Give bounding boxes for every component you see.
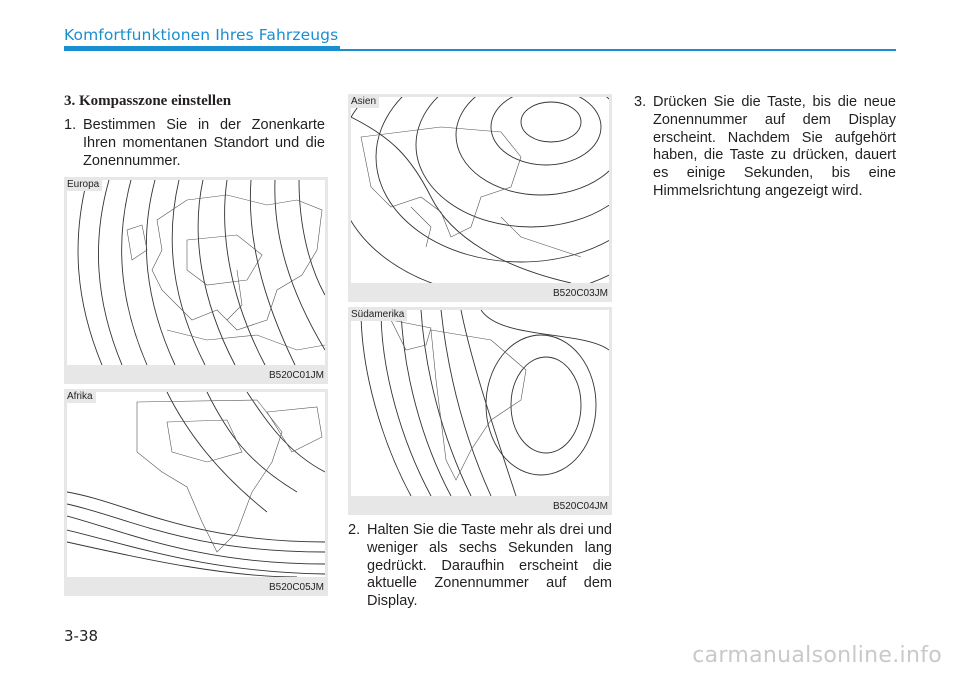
map-region-label: Asien <box>350 96 379 108</box>
africa-isolines <box>67 392 325 577</box>
europe-zone-map <box>64 177 328 384</box>
step-2 <box>348 522 612 611</box>
step-number: 1. <box>64 117 77 133</box>
asia-zone-map <box>348 94 612 302</box>
south-america-zone-map <box>348 307 612 515</box>
map-region-label: Südamerika <box>350 309 407 321</box>
section-heading: 3. Kompasszone einstellen <box>64 93 232 109</box>
page-number: 3-38 <box>64 627 99 645</box>
step-text: Halten Sie die Taste mehr als drei und weniger als sechs Sekunden lang gedrückt. Daraufhin erscheint die aktuelle Zonennummer auf dem Display. <box>367 522 612 610</box>
africa-zone-map <box>64 389 328 596</box>
map-image <box>351 310 609 496</box>
figure-code: B520C04JM <box>552 501 608 512</box>
step-1 <box>64 117 325 170</box>
figure-code: B520C05JM <box>268 582 324 593</box>
header-rule <box>340 49 896 51</box>
europe-isolines <box>67 180 325 365</box>
step-text: Bestimmen Sie in der Zonenkarte Ihren momentanen Standort und die Zonennummer. <box>83 117 325 169</box>
step-text: Drücken Sie die Taste, bis die neue Zonennummer auf dem Display erscheint. Nachdem Sie aufgehört haben, die Taste zu drücken, dauert es einige Sekunden, bis eine Himmelsrichtung angezeigt wird. <box>653 94 896 199</box>
figure-code: B520C03JM <box>552 288 608 299</box>
watermark: carmanualsonline.info <box>692 643 942 668</box>
step-number: 3. <box>634 94 647 110</box>
map-image <box>67 180 325 365</box>
step-3 <box>634 94 896 201</box>
map-image <box>67 392 325 577</box>
header-accent-bar <box>64 46 340 51</box>
map-region-label: Europa <box>66 179 102 191</box>
figure-code: B520C01JM <box>268 370 324 381</box>
chapter-title: Komfortfunktionen Ihres Fahrzeugs <box>64 26 339 44</box>
south-america-isolines <box>351 310 609 496</box>
step-number: 2. <box>348 522 361 538</box>
map-image <box>351 97 609 283</box>
map-region-label: Afrika <box>66 391 96 403</box>
asia-isolines <box>351 97 609 283</box>
